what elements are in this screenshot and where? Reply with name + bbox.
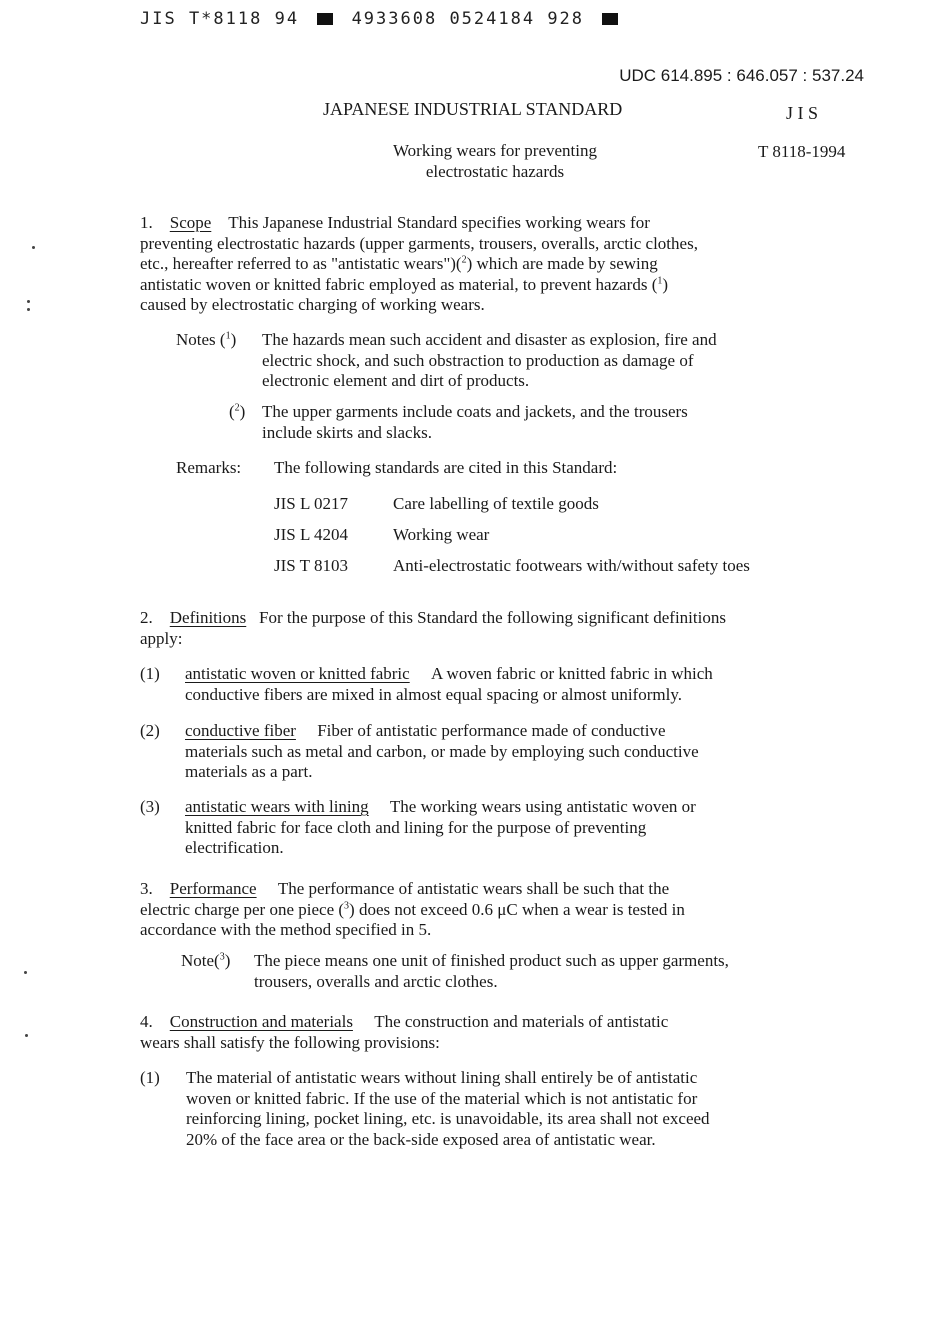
- scan-speck: [27, 308, 30, 311]
- definition-text: materials as a part.: [185, 762, 313, 781]
- doc-title-line2: electrostatic hazards: [425, 161, 565, 181]
- remarks-list: [274, 494, 874, 587]
- scope-text-4b: ): [662, 274, 669, 294]
- remarks-intro: The following standards are cited in this Standard:: [274, 458, 618, 477]
- scope-heading: Scope: [169, 213, 212, 232]
- note-2-line: The upper garments include coats and jackets, and the trousers: [262, 402, 688, 421]
- remarks-label: Remarks:: [176, 458, 242, 477]
- section-definitions: [140, 608, 880, 649]
- note-close: ): [224, 951, 231, 970]
- definition-text: The working wears using antistatic woven or: [389, 797, 696, 816]
- definition-item: [185, 721, 885, 783]
- header-code-part1: JIS T*8118 94: [140, 9, 300, 29]
- performance-footnote-ref: 3: [344, 899, 350, 911]
- notes-block: Notes ($^1$): [176, 330, 237, 349]
- remarks-item: [274, 556, 874, 587]
- definition-term: conductive fiber: [185, 721, 296, 740]
- scan-speck: [24, 971, 27, 974]
- definitions-heading: Definitions: [169, 608, 247, 627]
- definitions-text: For the purpose of this Standard the following significant definitions: [259, 608, 726, 627]
- remarks-item: [274, 494, 874, 525]
- remarks-item: [274, 525, 874, 556]
- header-code: [140, 9, 618, 29]
- definition-item-num: (3): [140, 797, 160, 816]
- remarks-title: Anti-electrostatic footwears with/without safety toes: [393, 556, 750, 575]
- definitions-num: 2.: [140, 608, 153, 627]
- scope-text-3a: etc., hereafter referred to as "antistatic wears")(: [140, 254, 462, 273]
- note-2-mark: ($^2$): [229, 402, 246, 421]
- doc-title-line1: Working wears for preventing: [393, 141, 597, 160]
- construction-item-line: reinforcing lining, pocket lining, etc. is unavoidable, its area shall not exceed: [186, 1109, 710, 1128]
- header-block-mark: [602, 13, 618, 25]
- note-1-line: The hazards mean such accident and disaster as explosion, fire and: [262, 330, 717, 349]
- scope-text-5: caused by electrostatic charging of working wears.: [140, 295, 485, 314]
- notes-label: Notes: [176, 330, 216, 349]
- performance-note-label: [181, 951, 230, 972]
- construction-text: wears shall satisfy the following provisions:: [140, 1032, 440, 1052]
- definitions-text: apply:: [140, 628, 183, 648]
- construction-item-num: (1): [140, 1068, 160, 1087]
- scope-text-2: preventing electrostatic hazards (upper garments, trousers, overalls, arctic clothes,: [140, 233, 698, 253]
- remarks-code: JIS L 4204: [274, 525, 348, 544]
- performance-text: accordance with the method specified in 5.: [140, 920, 432, 939]
- performance-text: ) does not exceed 0.6 μC when a wear is tested in: [349, 899, 685, 919]
- definition-item-num: (1): [140, 664, 160, 683]
- performance-note-text: [254, 951, 874, 992]
- section-performance: [140, 879, 880, 941]
- note-label: Note(: [181, 951, 220, 970]
- note-2-mark-num: 2: [234, 402, 240, 414]
- standard-title: JAPANESE INDUSTRIAL STANDARD: [323, 99, 623, 119]
- definition-text: conductive fibers are mixed in almost equal spacing or almost uniformly.: [185, 684, 682, 704]
- performance-heading: Performance: [169, 879, 257, 898]
- note-1-line: electric shock, and such obstraction to production as damage of: [262, 350, 694, 370]
- note-line: The piece means one unit of finished product such as upper garments,: [254, 951, 729, 970]
- scan-speck: [32, 246, 35, 249]
- definition-term: antistatic wears with lining: [185, 797, 369, 816]
- header-block-mark: [317, 13, 333, 25]
- definition-text: Fiber of antistatic performance made of conductive: [317, 721, 666, 740]
- definition-text: knitted fabric for face cloth and lining for the purpose of preventing: [185, 817, 647, 837]
- udc-code: UDC 614.895 : 646.057 : 537.24: [619, 66, 864, 85]
- scope-text-4a: antistatic woven or knitted fabric employed as material, to prevent hazards (: [140, 274, 658, 294]
- definition-text: materials such as metal and carbon, or made by employing such conductive: [185, 741, 699, 761]
- scan-speck: [25, 1034, 28, 1037]
- definition-item-num: (2): [140, 721, 160, 740]
- remarks-code: JIS L 0217: [274, 494, 348, 513]
- note-2-text: [262, 402, 862, 443]
- definition-item: [185, 797, 885, 859]
- construction-item: [186, 1068, 876, 1150]
- scope-num: 1.: [140, 213, 153, 232]
- doc-number: T 8118-1994: [758, 142, 846, 161]
- definition-term: antistatic woven or knitted fabric: [185, 664, 410, 683]
- construction-item-line: The material of antistatic wears without lining shall entirely be of antistatic: [186, 1068, 698, 1087]
- section-construction: [140, 1012, 880, 1053]
- doc-title: [330, 141, 660, 182]
- definition-item: [185, 664, 885, 705]
- definition-text: electrification.: [185, 838, 284, 857]
- note-1-text: [262, 330, 862, 392]
- remarks-code: JIS T 8103: [274, 556, 349, 575]
- remarks-title: Working wear: [393, 525, 490, 544]
- scope-footnote-ref: 2: [461, 254, 467, 266]
- construction-item-line: 20% of the face area or the back-side exposed area of antistatic wear.: [186, 1129, 656, 1149]
- note-1-mark: 1: [225, 330, 231, 342]
- scope-text-1: This Japanese Industrial Standard specifies working wears for: [228, 213, 650, 232]
- scan-speck: [27, 300, 30, 303]
- construction-text: The construction and materials of antistatic: [374, 1012, 669, 1031]
- construction-heading: Construction and materials: [169, 1012, 353, 1031]
- scope-footnote-ref: 1: [657, 274, 663, 286]
- construction-num: 4.: [140, 1012, 153, 1031]
- scope-text-3b: ) which are made by sewing: [466, 254, 658, 273]
- note-mark: 3: [219, 951, 225, 963]
- section-scope: [140, 213, 875, 316]
- performance-text: The performance of antistatic wears shall be such that the: [277, 879, 670, 898]
- jis-label: J I S: [786, 103, 819, 123]
- construction-item-line: woven or knitted fabric. If the use of the material which is not antistatic for: [186, 1088, 698, 1108]
- header-code-part2: 4933608 0524184 928: [351, 9, 585, 29]
- performance-num: 3.: [140, 879, 153, 898]
- note-line: trousers, overalls and arctic clothes.: [254, 971, 498, 991]
- performance-text: electric charge per one piece (: [140, 899, 345, 919]
- note-1-line: electronic element and dirt of products.: [262, 371, 530, 390]
- definition-text: A woven fabric or knitted fabric in which: [430, 664, 713, 683]
- remarks-title: Care labelling of textile goods: [393, 494, 599, 513]
- note-2-line: include skirts and slacks.: [262, 422, 432, 442]
